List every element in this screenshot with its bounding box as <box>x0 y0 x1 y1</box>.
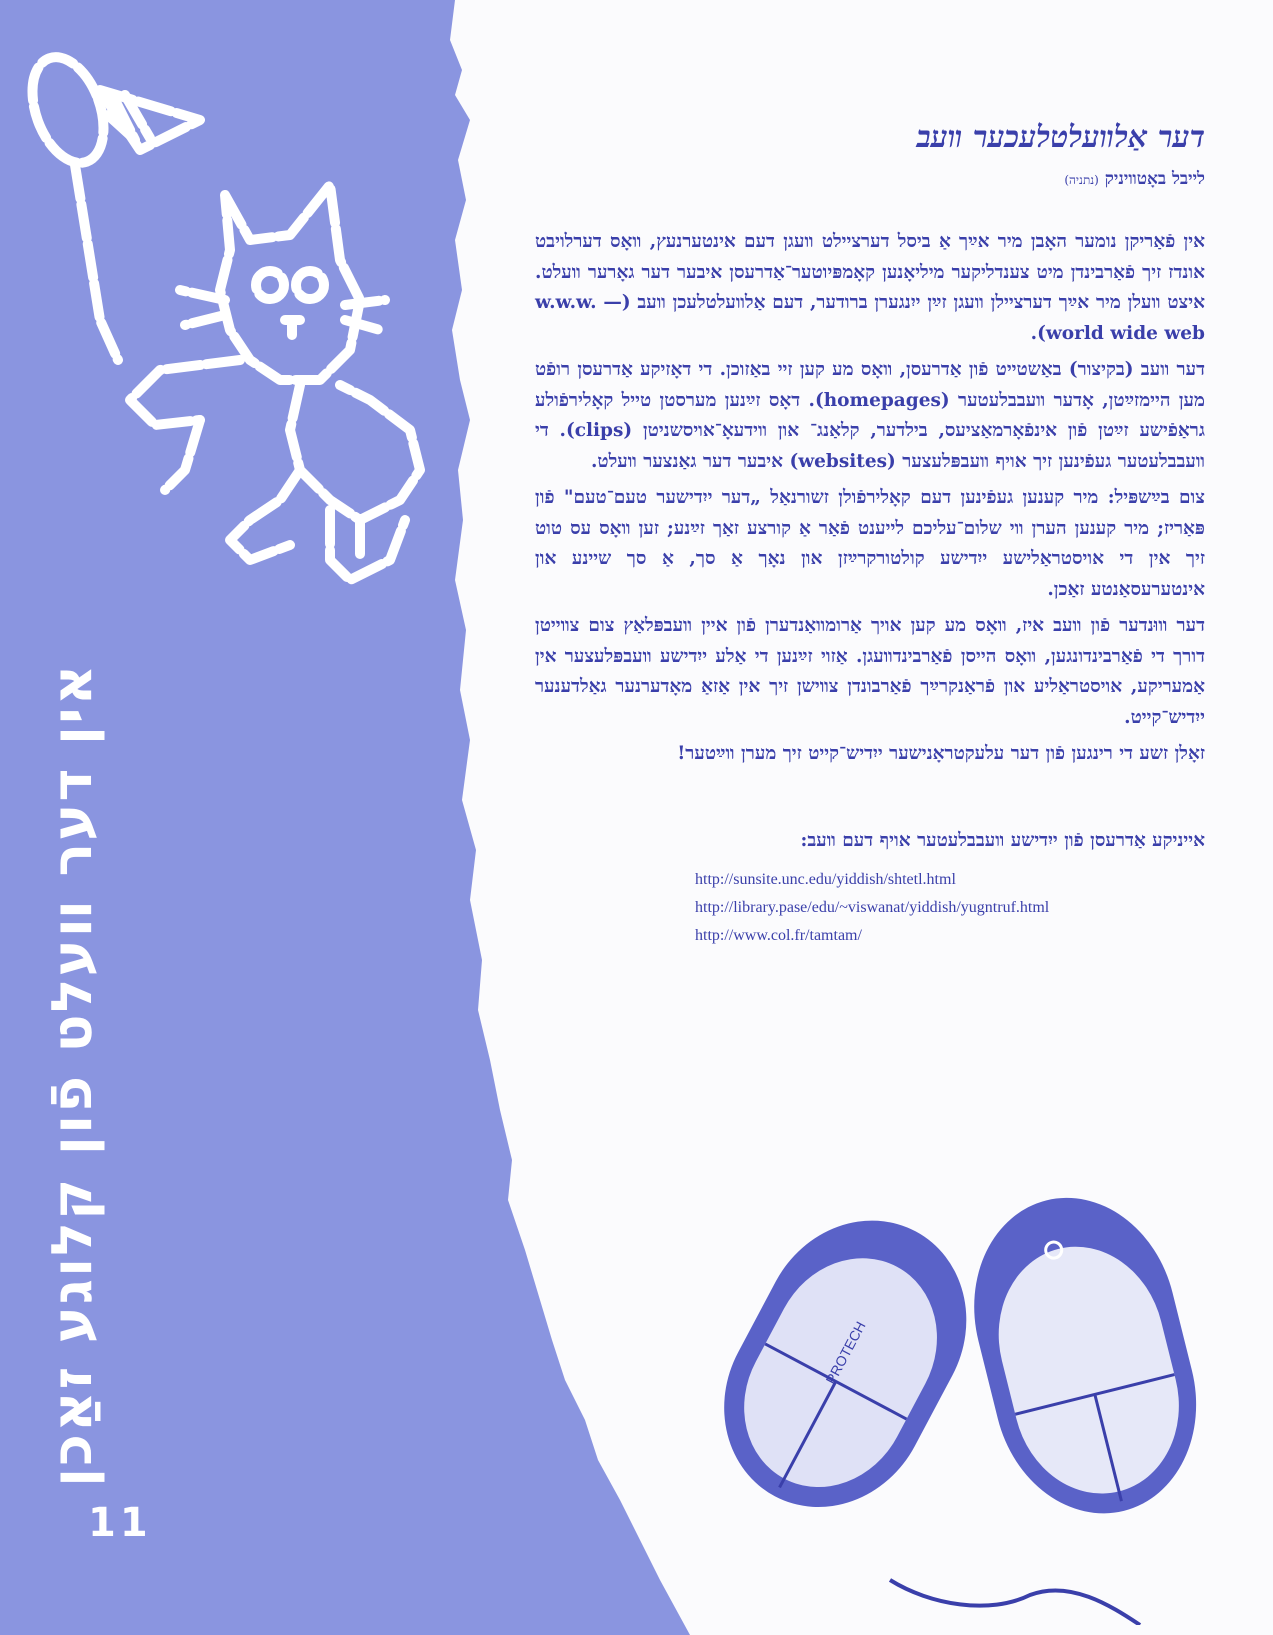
link-yugntruf[interactable]: http://library.pase/edu/~viswanat/yiddish/yugntruf.html <box>695 898 1050 916</box>
link-list <box>695 866 1205 950</box>
paragraph: זאָלן זשע די רינגען פֿון דער עלעקטראָנישער ייִדיש־קייט זיך מערן װײַטער! <box>677 743 1205 764</box>
paragraph: אין פֿאַריקן נומער האָבן מיר אײַך אַ ביסל דערציילט װעגן דעם אינטערנעץ, װאָס דערלויבט אונדז זיך פֿאַרבינדן מיט צענדליקער מיליאָנען קאָמפּיוטער־אַדרעסן איבער דער גאָרער װעלט. איצט װעלן מיר אײַך דערציילן װעגן זײַן ייִנגערן ברודער, דעם אַלװעלטלעכן װעב (w.w.w. — world wide web). <box>535 231 1205 344</box>
author-location: (נתניה) <box>1064 173 1099 187</box>
paragraph: דער װוּנדער פֿון װעב איז, װאָס מע קען אויך אַרומװאַנדערן פֿון איין װעבפּלאַץ צום צװייטן דורך די פֿאַרבינדונגען, װאָס הייסן פֿאַרבינדװעגן. אַזוי זײַנען די אַלע ייִדישע װעבפּלעצער אין אַמעריקע, אויסטראַליע און פֿראַנקרײַך פֿאַרבונדן צװישן זיך אין אַזאַ מאָדערנער גאַלדענער ייִדיש־קייט. <box>535 615 1205 728</box>
author-name: לייבל באָטװיניק <box>1104 169 1205 189</box>
paragraph: צום בײַשפּיל: מיר קענען געפֿינען דעם קאָלירפֿולן זשורנאַל „דער ייִדישער טעם־טעם" פֿון פּאַריז; מיר קענען הערן װי שלום־עליכם לייענט פֿאַר אַ קורצע זאַך זײַנע; זען װאָס עס טוט זיך אין די אויסטראַלישע ייִדישע קולטורקרײַזן און נאָך אַ סך, אַ סך שיינע און אינטערעסאַנטע זאַכן. <box>535 487 1205 600</box>
links-label: אייניקע אַדרעסן פֿון ייִדישע װעבבלעטער אויף דעם װעב: <box>800 829 1205 851</box>
link-tamtam[interactable]: http://www.col.fr/tamtam/ <box>695 926 862 944</box>
link-shtetl[interactable]: http://sunsite.unc.edu/yiddish/shtetl.html <box>695 870 956 888</box>
paragraph: דער װעב (בקיצור) באַשטייט פֿון אַדרעסן, װאָס מע קען זיי באַזוכן. די דאָזיקע אַדרעסן רופֿט מען היימזײַטן, אָדער װעבבלעטער (homepages). דאָס זײַנען מערסטן טייל קאָלירפֿולע גראַפֿישע זײַטן פֿון אינפֿאָרמאַציעס, בילדער, קלאַנג־ און װידעאָ־אויסשניטן (clips). די װעבבלעטער געפֿינען זיך אויף װעבפּלעצער (websites) איבער דער גאַנצער װעלט. <box>535 359 1205 472</box>
author-line <box>535 169 1205 189</box>
mouse-icon <box>690 1185 1250 1625</box>
article-title: דער אַלװעלטלעכער װעב <box>916 120 1205 155</box>
mice-illustration <box>690 1185 1250 1629</box>
sidebar-title: אין דער װעלט פֿון קלוגע זאַכן <box>40 662 105 1488</box>
article <box>535 120 1205 950</box>
mouse-brand: PROTECH <box>822 1318 869 1387</box>
page-number: 11 <box>88 1500 152 1546</box>
